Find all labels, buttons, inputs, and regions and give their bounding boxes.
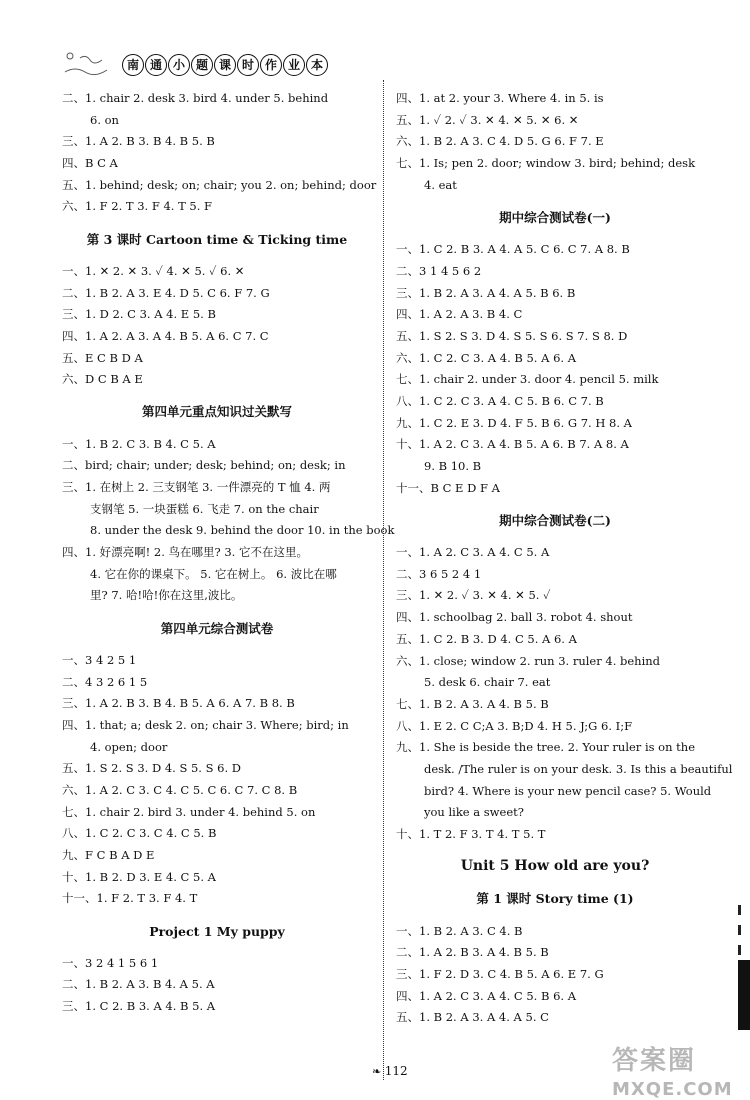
answer-line: 四、1. A 2. C 3. A 4. C 5. B 6. A — [396, 988, 577, 1003]
answer-line: 一、1. ✕ 2. ✕ 3. ✓ 4. ✕ 5. ✓ 6. ✕ — [62, 263, 245, 278]
answer-line: 五、1. behind; desk; on; chair; you 2. on; behind; door — [62, 177, 377, 192]
logo-char: 通 — [145, 54, 167, 76]
logo-char: 南 — [122, 54, 144, 76]
section-heading: 期中综合测试卷(二) — [499, 512, 611, 528]
section-heading: 第 1 课时 Story time (1) — [476, 891, 634, 907]
page-edge-mark — [738, 905, 741, 915]
answer-line: 二、3 1 4 5 6 2 — [396, 263, 482, 278]
answer-line: 五、1. S 2. S 3. D 4. S 5. S 6. D — [62, 761, 241, 776]
answer-line: 二、4 3 2 6 1 5 — [62, 674, 148, 689]
answer-line: 二、1. A 2. B 3. A 4. B 5. B — [396, 945, 549, 960]
answer-line-continued: 5. desk 6. chair 7. eat — [424, 675, 551, 690]
logo-char: 业 — [283, 54, 305, 76]
answer-line: 二、1. B 2. A 3. E 4. D 5. C 6. F 7. G — [62, 285, 270, 300]
answer-line: 六、1. F 2. T 3. F 4. T 5. F — [62, 199, 213, 214]
answer-line-continued: desk. /The ruler is on your desk. 3. Is this a beautiful — [424, 761, 733, 776]
answer-line: 三、1. D 2. C 3. A 4. E 5. B — [62, 307, 216, 322]
logo-char: 本 — [306, 54, 328, 76]
answer-line-continued: 4. 它在你的课桌下。 5. 它在树上。 6. 波比在哪 — [90, 566, 337, 581]
answer-line: 四、1. 好漂亮啊! 2. 鸟在哪里? 3. 它不在这里。 — [62, 545, 308, 560]
answer-line: 二、1. B 2. A 3. B 4. A 5. A — [62, 977, 215, 992]
answer-line: 十、1. B 2. D 3. E 4. C 5. A — [62, 869, 216, 884]
answer-line: 十、1. T 2. F 3. T 4. T 5. T — [396, 827, 546, 841]
page-edge-mark — [738, 945, 741, 955]
answer-line: 四、1. A 2. A 3. A 4. B 5. A 6. C 7. C — [62, 328, 269, 343]
answer-line: 五、1. C 2. B 3. D 4. C 5. A 6. A — [396, 631, 577, 646]
answer-line: 十、1. A 2. C 3. A 4. B 5. A 6. B 7. A 8. A — [396, 437, 629, 452]
answer-line-continued: 9. B 10. B — [424, 459, 482, 473]
answer-line: 七、1. Is; pen 2. door; window 3. bird; behind; desk — [396, 156, 696, 171]
answer-line-continued: 里? 7. 哈!哈!你在这里,波比。 — [90, 588, 243, 603]
section-heading: Project 1 My puppy — [149, 923, 285, 939]
section-heading: 第四单元综合测试卷 — [160, 620, 274, 636]
answer-line: 七、1. chair 2. under 3. door 4. pencil 5. milk — [396, 372, 659, 387]
answer-line: 九、1. She is beside the tree. 2. Your ruler is on the — [396, 740, 696, 755]
answer-line: 六、1. B 2. A 3. C 4. D 5. G 6. F 7. E — [396, 134, 604, 149]
watermark-logo — [612, 1040, 733, 1100]
answer-line-continued: 8. under the desk 9. behind the door 10. in the book — [90, 523, 395, 538]
answer-line: 一、3 2 4 1 5 6 1 — [62, 955, 159, 970]
section-heading: 第四单元重点知识过关默写 — [141, 404, 292, 420]
answer-line: 一、1. A 2. C 3. A 4. C 5. A — [396, 545, 550, 560]
logo-char: 作 — [260, 54, 282, 76]
left-answer-column — [62, 88, 395, 1018]
answer-line: 八、1. E 2. C C;A 3. B;D 4. H 5. J;G 6. I;F — [396, 718, 633, 733]
answer-line-continued: 6. on — [90, 112, 119, 127]
answer-line: 五、E C B D A — [62, 350, 143, 365]
answer-line-continued: you like a sweet? — [424, 805, 524, 820]
answer-line: 六、D C B A E — [62, 372, 143, 387]
answer-line: 二、bird; chair; under; desk; behind; on; desk; in — [62, 458, 346, 473]
logo-char: 小 — [168, 54, 190, 76]
answer-line: 一、1. C 2. B 3. A 4. A 5. C 6. C 7. A 8. B — [396, 242, 630, 257]
answer-line: 一、1. B 2. C 3. B 4. C 5. A — [62, 436, 216, 451]
answer-line: 五、1. B 2. A 3. A 4. A 5. C — [396, 1010, 549, 1025]
answer-line: 六、1. close; window 2. run 3. ruler 4. behind — [396, 653, 661, 668]
answer-line: 三、1. F 2. D 3. C 4. B 5. A 6. E 7. G — [396, 966, 604, 981]
answer-line: 六、1. A 2. C 3. C 4. C 5. C 6. C 7. C 8. B — [62, 782, 298, 797]
scribble-icon — [60, 50, 120, 80]
answer-line: 四、1. A 2. A 3. B 4. C — [396, 307, 523, 322]
answer-line: 三、1. A 2. B 3. B 4. B 5. A 6. A 7. B 8. B — [62, 696, 295, 711]
page-edge-mark — [738, 925, 741, 935]
logo-char: 题 — [191, 54, 213, 76]
answer-line: 七、1. B 2. A 3. A 4. B 5. B — [396, 696, 549, 711]
answer-line: 六、1. C 2. C 3. A 4. B 5. A 6. A — [396, 350, 577, 365]
book-logo — [60, 46, 360, 86]
answer-line: 八、1. C 2. C 3. C 4. C 5. B — [62, 826, 217, 841]
answer-line: 五、1. ✓ 2. ✓ 3. ✕ 4. ✕ 5. ✕ 6. ✕ — [396, 112, 579, 127]
right-answer-column — [396, 88, 733, 1029]
section-heading: 期中综合测试卷(一) — [499, 209, 611, 225]
logo-char: 课 — [214, 54, 236, 76]
logo-char: 时 — [237, 54, 259, 76]
answer-line: 三、1. ✕ 2. ✓ 3. ✕ 4. ✕ 5. ✓ — [396, 588, 551, 603]
answer-line-continued: 支钢笔 5. 一块蛋糕 6. 飞走 7. on the chair — [90, 501, 319, 516]
answer-line: 四、B C A — [62, 156, 118, 171]
answer-line: 三、1. A 2. B 3. B 4. B 5. B — [62, 134, 215, 149]
answer-line: 八、1. C 2. C 3. A 4. C 5. B 6. C 7. B — [396, 393, 604, 408]
page-number: ❧ 112 — [372, 1064, 408, 1078]
watermark-url: MXQE.COM — [612, 1079, 733, 1100]
watermark-text: 答案圈 — [612, 1046, 697, 1076]
answer-line: 四、1. schoolbag 2. ball 3. robot 4. shout — [396, 610, 633, 625]
answer-line: 一、3 4 2 5 1 — [62, 652, 137, 667]
section-heading: Unit 5 How old are you? — [460, 858, 650, 875]
answer-line: 二、3 6 5 2 4 1 — [396, 566, 482, 581]
answer-line: 三、1. 在树上 2. 三支钢笔 3. 一件漂亮的 T 恤 4. 两 — [62, 480, 331, 494]
answer-line-continued: 4. open; door — [90, 739, 168, 754]
answer-line: 二、1. chair 2. desk 3. bird 4. under 5. behind — [62, 91, 329, 105]
answer-line: 五、1. S 2. S 3. D 4. S 5. S 6. S 7. S 8. D — [396, 328, 628, 343]
answer-line: 七、1. chair 2. bird 3. under 4. behind 5. on — [62, 804, 316, 819]
answer-line: 十一、1. F 2. T 3. F 4. T — [62, 891, 198, 906]
answer-line-continued: 4. eat — [424, 177, 457, 192]
answer-line: 九、F C B A D E — [62, 848, 155, 862]
answer-line: 九、1. C 2. E 3. D 4. F 5. B 6. G 7. H 8. A — [396, 415, 632, 430]
book-title-logo — [122, 54, 328, 76]
answer-line: 一、1. B 2. A 3. C 4. B — [396, 923, 523, 938]
section-heading: 第 3 课时 Cartoon time & Ticking time — [86, 231, 348, 247]
page-edge-tab — [738, 960, 750, 1030]
answer-line: 四、1. that; a; desk 2. on; chair 3. Where; bird; in — [62, 717, 349, 732]
answer-line: 十一、B C E D F A — [396, 480, 500, 495]
answer-line: 四、1. at 2. your 3. Where 4. in 5. is — [396, 91, 604, 105]
answer-line: 三、1. C 2. B 3. A 4. B 5. A — [62, 999, 216, 1014]
answer-line-continued: bird? 4. Where is your new pencil case? 5. Would — [424, 783, 712, 798]
column-divider — [383, 80, 384, 1080]
answer-line: 三、1. B 2. A 3. A 4. A 5. B 6. B — [396, 285, 576, 300]
